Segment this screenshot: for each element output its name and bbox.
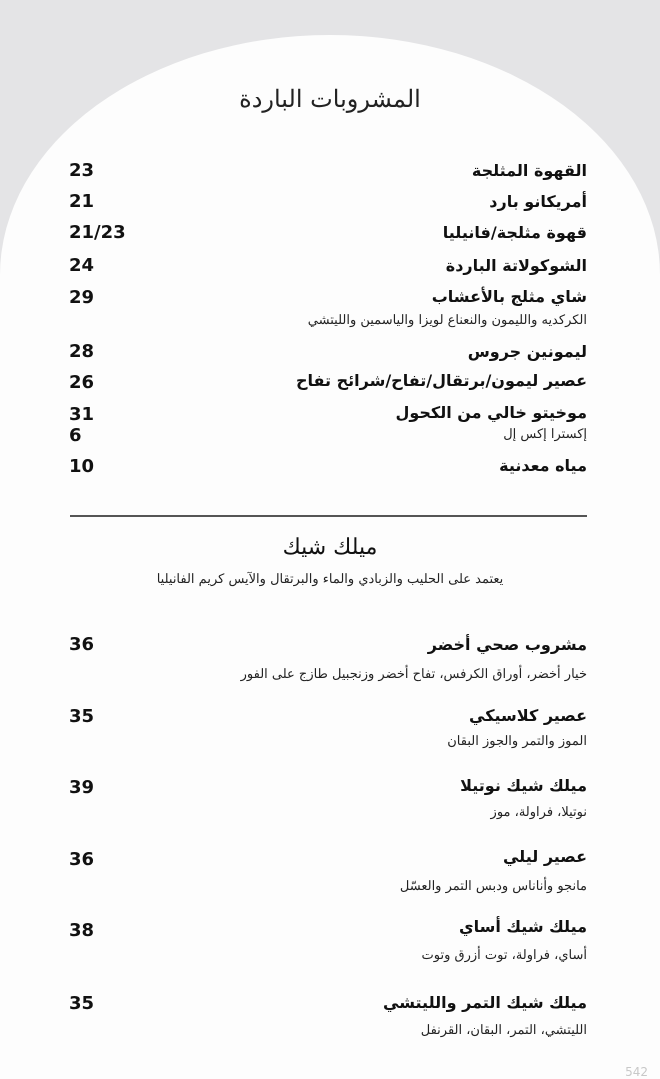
menu-item-price: 35: [69, 993, 95, 1014]
menu-item-name: مياه معدنية: [499, 456, 587, 475]
menu-item-name: القهوة المثلجة: [471, 161, 587, 180]
menu-item-name: ميلك شيك أساي: [458, 917, 587, 936]
menu-item-name: عصير ليمون/برتقال/تفاح/شرائح تفاح: [295, 371, 587, 390]
milkshake-title: ميلك شيك: [282, 535, 378, 560]
menu-item-name: عصير ليلي: [502, 847, 587, 866]
page-number: 542: [625, 1065, 648, 1079]
menu-item-name: ميلك شيك التمر والليتشي: [383, 993, 587, 1012]
menu-item-description: إكسترا إكس إل: [503, 427, 587, 442]
menu-item-price: 26: [69, 372, 95, 393]
menu-item-name: مشروب صحي أخضر: [427, 635, 587, 654]
menu-item-price: 24: [69, 255, 95, 276]
menu-item-description: نوتيلا، فراولة، موز: [490, 805, 587, 820]
menu-item-price-extra: 6: [69, 425, 82, 446]
menu-item-name: ميلك شيك نوتيلا: [460, 776, 587, 795]
menu-item-price: 36: [69, 634, 95, 655]
menu-item-name: عصير كلاسيكي: [469, 706, 587, 725]
menu-item-price: 29: [69, 287, 95, 308]
menu-item-description: خيار أخضر، أوراق الكرفس، تفاح أخضر وزنجبيل طازج على الفور: [240, 667, 587, 682]
menu-item-price: 21/23: [69, 222, 126, 243]
menu-item-price: 31: [69, 404, 95, 425]
menu-item-price: 21: [69, 191, 95, 212]
menu-item-price: 35: [69, 706, 95, 727]
menu-item-price: 36: [69, 849, 95, 870]
menu-item-price: 23: [69, 160, 95, 181]
menu-page: [0, 35, 660, 1079]
menu-item-name: ليمونين جروس: [467, 342, 587, 361]
menu-item-price: 28: [69, 341, 95, 362]
menu-item-name: الشوكولاتة الباردة: [445, 256, 587, 275]
menu-item-description: الكركديه والليمون والنعناع لويزا والياسمين والليتشي: [307, 313, 587, 328]
menu-item-description: الليتشي، التمر، البقان، القرنفل: [420, 1023, 587, 1038]
milkshake-subtitle: يعتمد على الحليب والزبادي والماء والبرتقال والآيس كريم الفانيليا: [156, 572, 504, 587]
menu-item-price: 38: [69, 920, 95, 941]
menu-item-name: قهوة مثلجة/فانيليا: [442, 223, 587, 242]
menu-item-description: أساي، فراولة، توت أزرق وتوت: [421, 948, 587, 963]
menu-item-description: الموز والتمر والجوز البقان: [447, 734, 587, 749]
section-divider: [70, 515, 587, 517]
menu-item-price: 10: [69, 456, 95, 477]
menu-item-price: 39: [69, 777, 95, 798]
menu-item-name: شاي مثلج بالأعشاب: [431, 287, 587, 306]
cold-drinks-title: المشروبات الباردة: [239, 85, 421, 113]
menu-item-name: أمريكانو بارد: [489, 192, 587, 211]
menu-item-description: مانجو وأناناس ودبس التمر والعسّل: [399, 879, 587, 894]
menu-item-name: موخيتو خالي من الكحول: [395, 403, 587, 422]
